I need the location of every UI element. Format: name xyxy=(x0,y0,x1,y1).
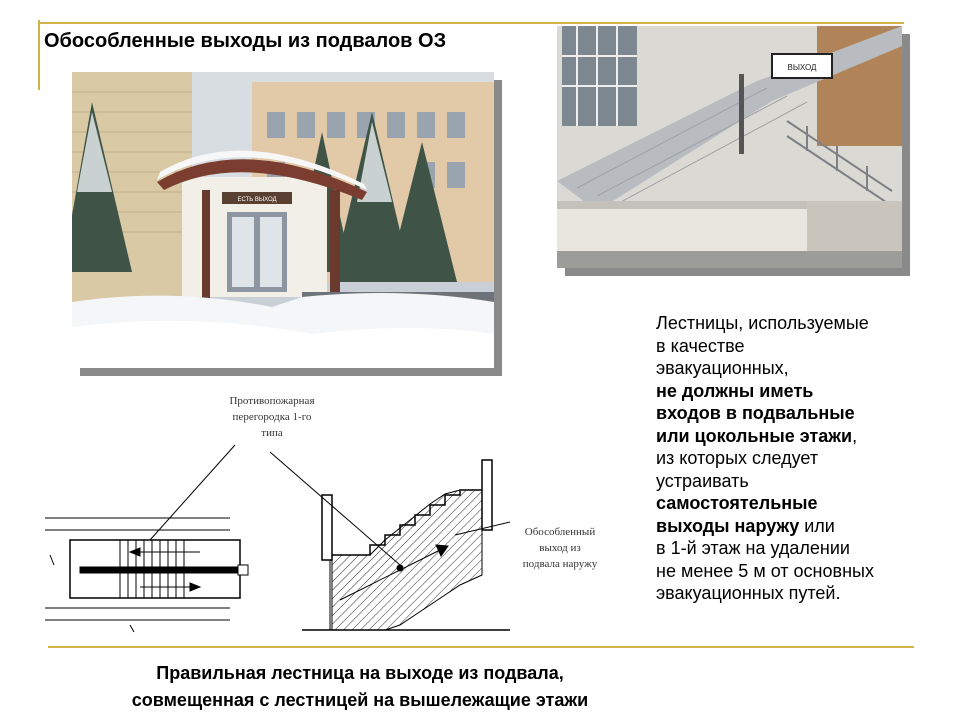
svg-text:Обособленный: Обособленный xyxy=(524,526,596,538)
body-line: выходы наружу или xyxy=(656,515,835,536)
body-line: устраивать xyxy=(656,470,749,491)
body-line: в качестве xyxy=(656,335,745,356)
body-line: эвакуационных путей. xyxy=(656,583,841,603)
stair-diagram xyxy=(40,390,630,640)
svg-text:перегородка 1-го: перегородка 1-го xyxy=(232,411,312,423)
left-rule xyxy=(38,20,40,90)
label-partition xyxy=(229,395,314,439)
svg-text:Противопожарная: Противопожарная xyxy=(229,395,315,407)
body-text xyxy=(656,312,946,605)
label-exit xyxy=(523,526,598,570)
body-line: из которых следует xyxy=(656,448,819,468)
svg-text:выход из: выход из xyxy=(539,542,581,554)
svg-text:подвала наружу: подвала наружу xyxy=(522,558,598,570)
svg-text:ЕСТЬ ВЫХОД: ЕСТЬ ВЫХОД xyxy=(237,197,277,203)
stair-diagram-svg xyxy=(40,390,630,640)
top-rule xyxy=(38,22,904,24)
svg-text:ВЫХОД: ВЫХОД xyxy=(787,63,817,72)
body-line: или цокольные этажи, xyxy=(656,425,858,446)
body-line: не менее 5 м от основных xyxy=(656,560,874,581)
photo-exterior-staircase xyxy=(557,26,902,268)
body-line: эвакуационных, xyxy=(656,358,789,378)
photo-building-entrance-svg xyxy=(72,72,494,368)
svg-text:типа: типа xyxy=(261,427,283,439)
caption-line: Правильная лестница на выходе из подвала, xyxy=(156,663,564,683)
body-line: Лестницы, используемые xyxy=(656,313,869,333)
section-view xyxy=(302,460,510,630)
plan-view xyxy=(45,518,248,632)
photo-building-entrance xyxy=(72,72,494,368)
slide-title: Обособленные выходы из подвалов ОЗ xyxy=(44,30,447,52)
body-line: не должны иметь xyxy=(656,380,814,401)
bottom-rule xyxy=(48,646,914,648)
body-line: входов в подвальные xyxy=(656,403,855,423)
body-line: самостоятельные xyxy=(656,493,818,513)
body-line: в 1-й этаж на удалении xyxy=(656,538,850,558)
photo-exterior-staircase-svg xyxy=(557,26,902,268)
caption-line: совмещенная с лестницей на вышележащие этажи xyxy=(131,690,589,710)
diagram-caption xyxy=(60,660,660,714)
